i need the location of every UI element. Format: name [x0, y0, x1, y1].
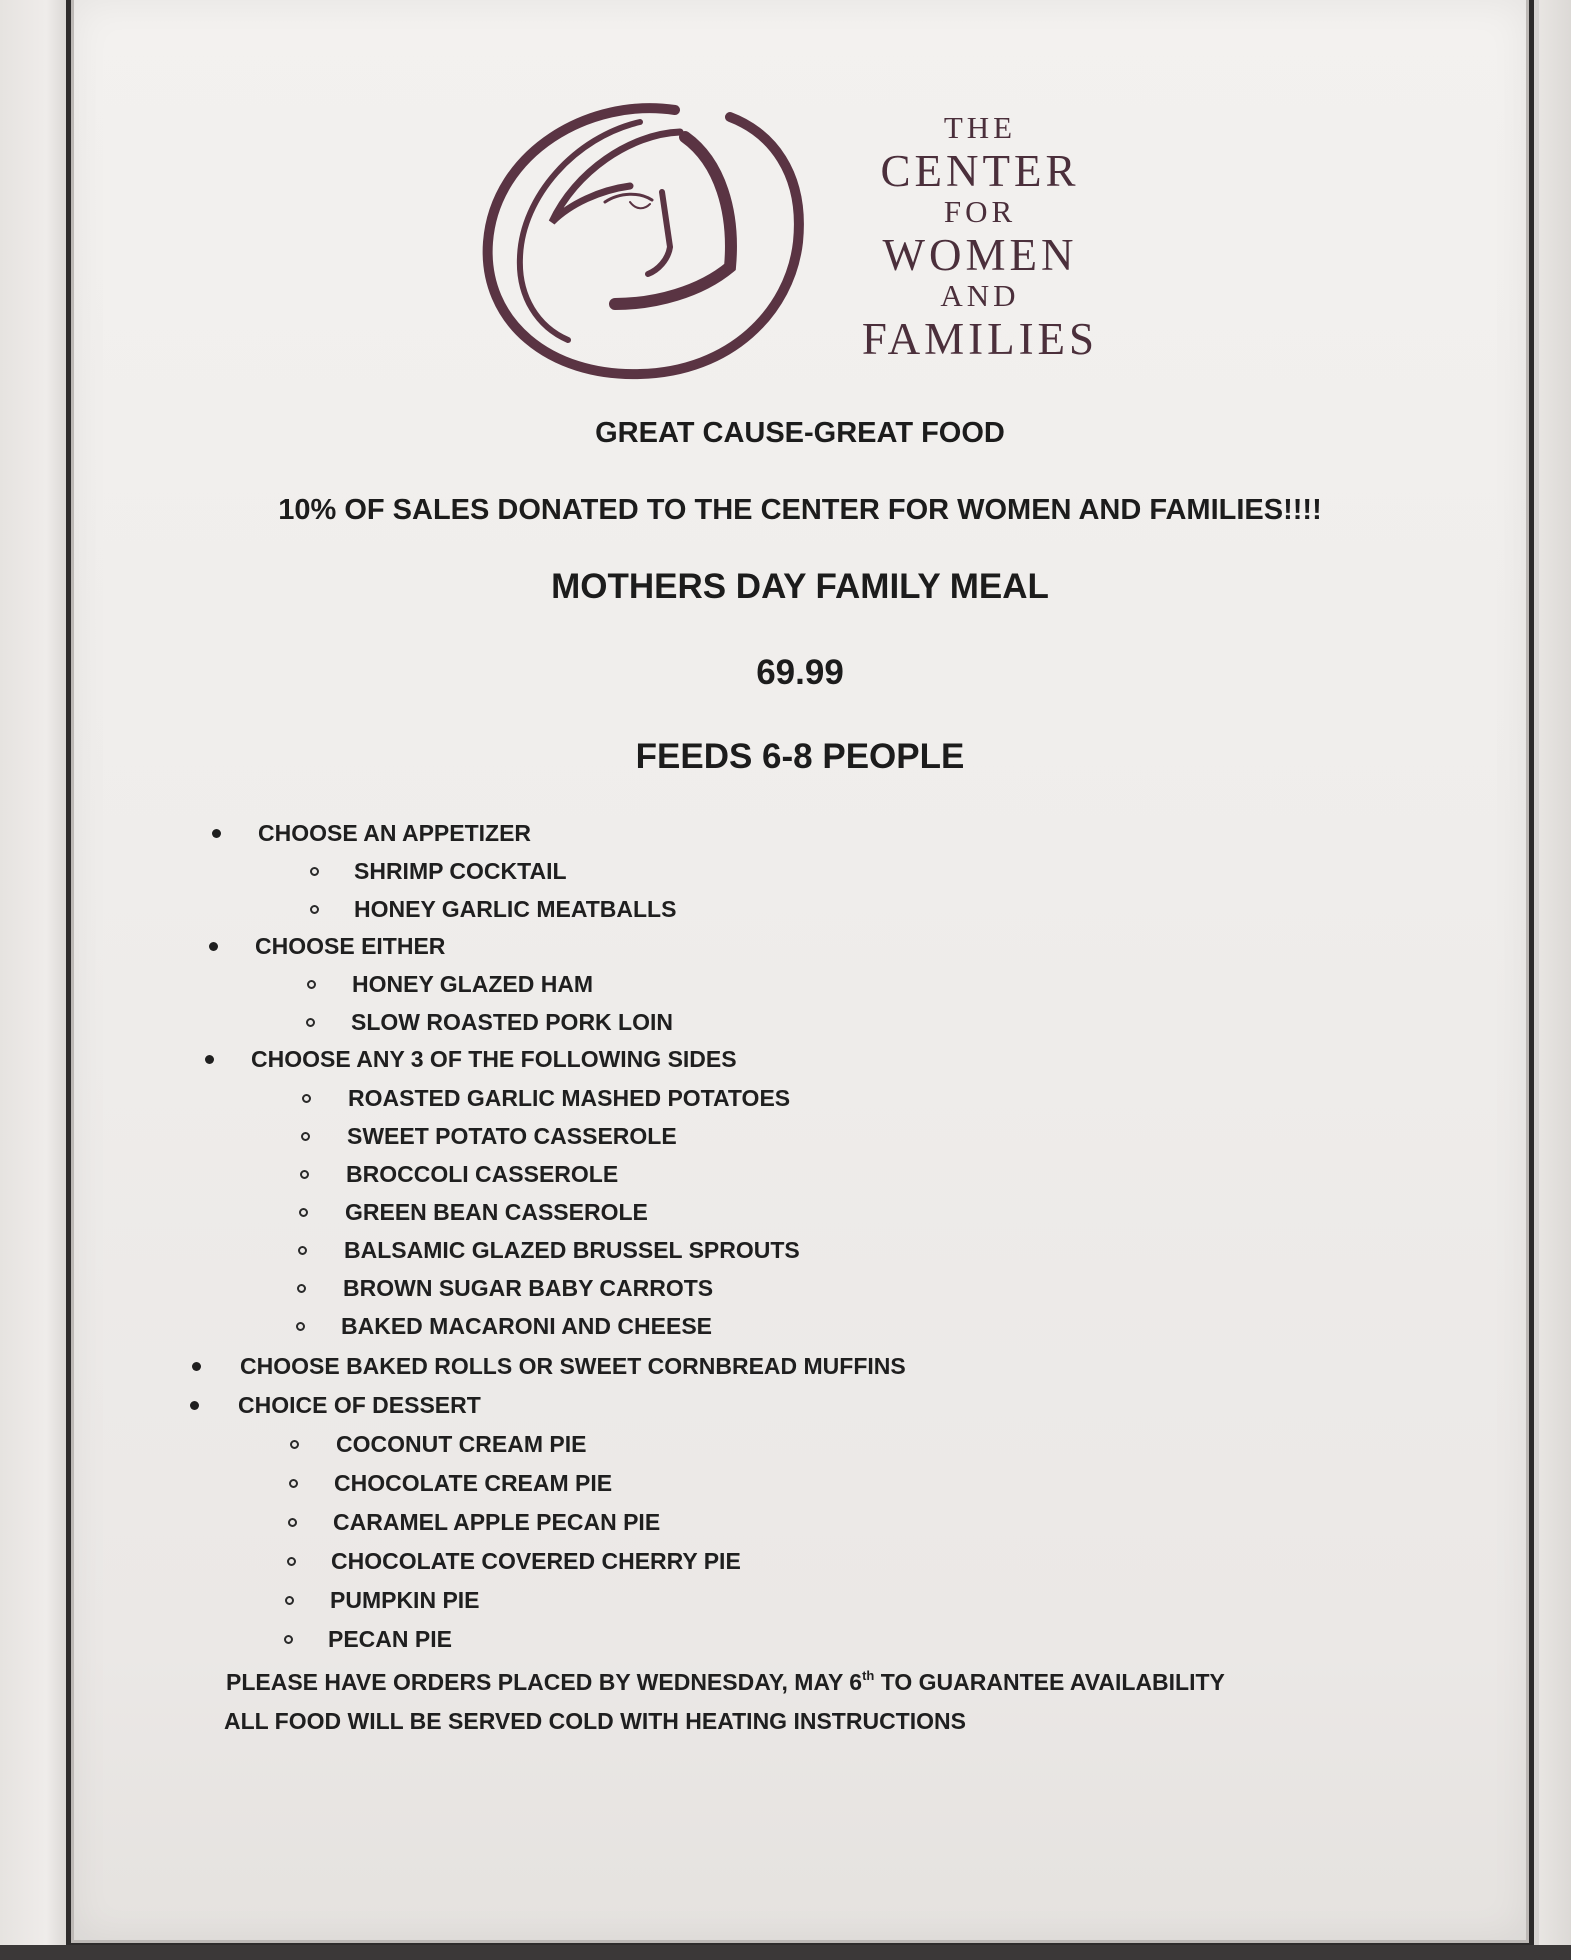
serving-size: FEEDS 6-8 PEOPLE: [635, 737, 965, 776]
brand-line: CENTER: [880, 146, 1080, 196]
brand-line: FOR: [943, 194, 1017, 229]
menu-option: HONEY GLAZED HAM: [352, 971, 594, 997]
circle-bullet-icon: [306, 1018, 315, 1027]
menu-option: CARAMEL APPLE PECAN PIE: [333, 1509, 661, 1535]
ordinal-suffix: th: [862, 1668, 875, 1683]
menu-option: GREEN BEAN CASSEROLE: [345, 1199, 648, 1225]
order-deadline-note: [226, 1668, 1225, 1696]
menu-option: BALSAMIC GLAZED BRUSSEL SPROUTS: [344, 1237, 800, 1263]
donation-notice: 10% OF SALES DONATED TO THE CENTER FOR WOMEN AND FAMILIES!!!!: [278, 494, 1322, 526]
menu-option: BROWN SUGAR BABY CARROTS: [343, 1275, 714, 1301]
menu-option: COCONUT CREAM PIE: [336, 1431, 587, 1457]
bullet-icon: [212, 829, 221, 838]
woman-profile-circle-logo-icon: [480, 92, 810, 382]
menu-option: BAKED MACARONI AND CHEESE: [341, 1313, 712, 1339]
circle-bullet-icon: [284, 1635, 293, 1644]
brand-line: THE: [943, 110, 1017, 145]
circle-bullet-icon: [290, 1440, 299, 1449]
circle-bullet-icon: [307, 980, 316, 989]
serving-note: ALL FOOD WILL BE SERVED COLD WITH HEATING INSTRUCTIONS: [224, 1708, 966, 1734]
tagline: GREAT CAUSE-GREAT FOOD: [595, 417, 1005, 449]
menu-option: SLOW ROASTED PORK LOIN: [351, 1009, 673, 1035]
brand-line: AND: [940, 278, 1020, 313]
circle-bullet-icon: [289, 1479, 298, 1488]
circle-bullet-icon: [296, 1322, 305, 1331]
circle-bullet-icon: [299, 1208, 308, 1217]
menu-option: SWEET POTATO CASSEROLE: [347, 1123, 677, 1149]
circle-bullet-icon: [287, 1557, 296, 1566]
menu-section-label: CHOOSE BAKED ROLLS OR SWEET CORNBREAD MUFFINS: [240, 1353, 906, 1379]
circle-bullet-icon: [310, 905, 319, 914]
organization-name: [840, 110, 1120, 364]
bullet-icon: [205, 1055, 214, 1064]
menu-option: ROASTED GARLIC MASHED POTATOES: [348, 1085, 791, 1111]
circle-bullet-icon: [302, 1094, 311, 1103]
menu-section-label: CHOOSE AN APPETIZER: [258, 820, 532, 846]
circle-bullet-icon: [300, 1170, 309, 1179]
circle-bullet-icon: [301, 1132, 310, 1141]
adjacent-page-edge: [0, 0, 66, 1960]
meal-title: MOTHERS DAY FAMILY MEAL: [551, 567, 1049, 606]
menu-option: BROCCOLI CASSEROLE: [346, 1161, 619, 1187]
menu-option: CHOCOLATE CREAM PIE: [334, 1470, 613, 1496]
menu-section-label: CHOOSE EITHER: [255, 933, 446, 959]
circle-bullet-icon: [310, 867, 319, 876]
brand-line: WOMEN: [882, 230, 1078, 280]
circle-bullet-icon: [297, 1284, 306, 1293]
circle-bullet-icon: [285, 1596, 294, 1605]
price: 69.99: [756, 653, 844, 692]
bullet-icon: [192, 1362, 201, 1371]
bottom-frame-edge: [0, 1945, 1571, 1960]
order-deadline-text: PLEASE HAVE ORDERS PLACED BY WEDNESDAY, MAY 6: [226, 1669, 863, 1695]
menu-option: HONEY GARLIC MEATBALLS: [354, 896, 677, 922]
menu-option: CHOCOLATE COVERED CHERRY PIE: [331, 1548, 741, 1574]
menu-option: PECAN PIE: [328, 1626, 452, 1652]
menu-option: SHRIMP COCKTAIL: [354, 858, 567, 884]
menu-section-label: CHOICE OF DESSERT: [238, 1392, 481, 1418]
menu-section-label: CHOOSE ANY 3 OF THE FOLLOWING SIDES: [251, 1046, 737, 1072]
bullet-icon: [190, 1401, 199, 1410]
brand-line: FAMILIES: [861, 314, 1099, 364]
circle-bullet-icon: [288, 1518, 297, 1527]
order-deadline-text-end: TO GUARANTEE AVAILABILITY: [874, 1669, 1225, 1695]
menu-option: PUMPKIN PIE: [330, 1587, 480, 1613]
right-edge: [1539, 0, 1571, 1960]
bullet-icon: [209, 942, 218, 951]
circle-bullet-icon: [298, 1246, 307, 1255]
